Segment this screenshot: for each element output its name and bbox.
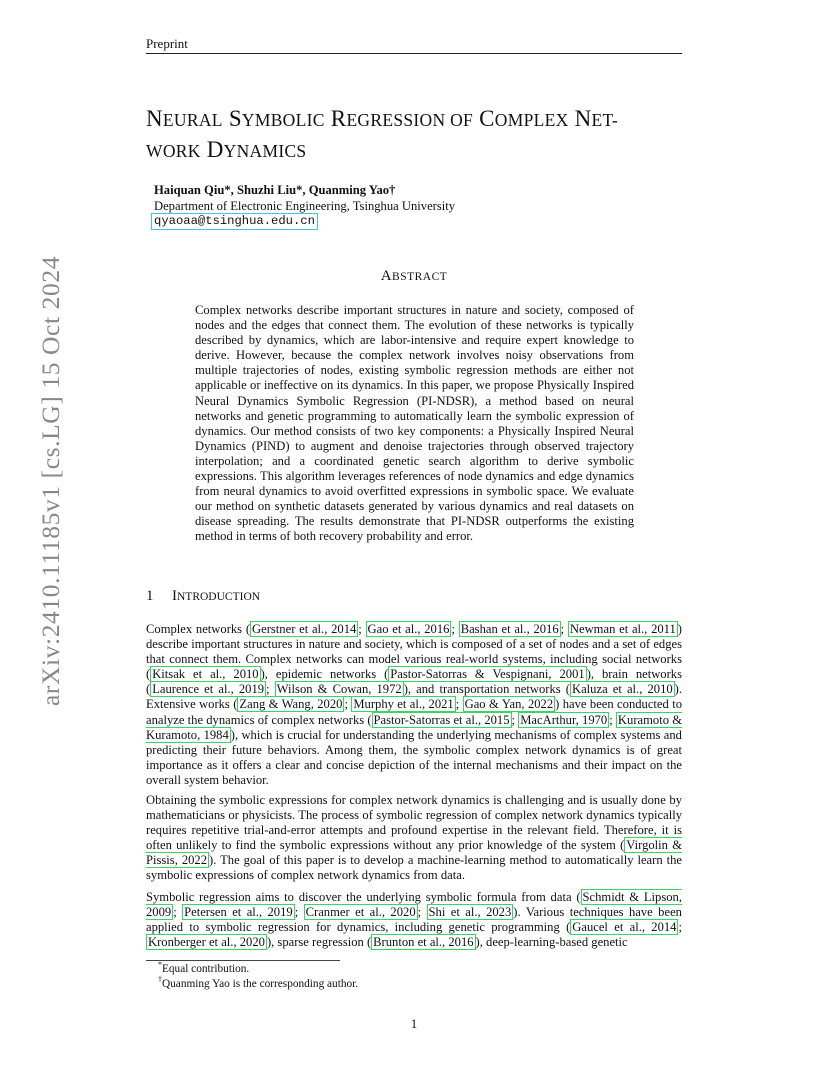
citation-link[interactable]: Brunton et al., 2016: [373, 935, 474, 950]
abstract-text: Complex networks describe important structures in nature and society, composed of nodes and the edges that connect them. The evolution of these networks is typically described by dynamics, which are labor-intensive and require expert knowledge to derive. However, because the complex network involves noisy observations from multiple trajectories of nodes, existing symbolic regression methods are either not applicable or ineffective on its dynamics. In this paper, we propose Physically Inspired Neural Dynamics Symbolic Regression (PI-NDSR), a method based on neural networks and genetic programming to automatically learn the symbolic expression of dynamics. Our method consists of two key components: a Physically Inspired Neural Dynamics (PIND) to augment and denoise trajectories through observed trajectory interpolation; and a coordinated genetic search algorithm to derive symbolic expressions. This algorithm leverages references of node dynamics and edge dynamics from neural dynamics to avoid overfitted expressions in symbolic space. We evaluate our method on synthetic datasets generated by various dynamics and real datasets on disease spreading. The results demonstrate that PI-NDSR outperforms the existing method in terms of both recovery probability and error.: [195, 303, 634, 544]
citation-link[interactable]: Virgolin & Pissis, 2022: [146, 838, 683, 868]
intro-paragraph-2: Obtaining the symbolic expressions for complex network dynamics is challenging and is usually done by mathematicians or physicists. The process of symbolic regression of complex network dynamics typically requires repetitive trial-and-error attempts and profound expertise in the relevant field. Therefore, it is often unlikely to find the symbolic expressions without any prior knowledge of the system ( Virgolin & Pissis, 2022 ). The goal of this paper is to develop a machine-learning method to automatically learn the symbolic expressions of complex network dynamics from data.: [146, 793, 683, 883]
running-head: Preprint: [146, 36, 188, 51]
citation-link[interactable]: Gao et al., 2016: [367, 622, 450, 636]
author-list: Haiquan Qiu*, Shuzhi Liu*, Quanming Yao†: [154, 183, 396, 197]
abstract-heading: ABSTRACT: [380, 268, 448, 284]
citation-link[interactable]: Pastor-Satorras & Vespignani, 2001: [390, 667, 585, 682]
paper-title: [146, 104, 706, 166]
citation-link[interactable]: Zang & Wang, 2020: [239, 697, 343, 712]
citation-link[interactable]: Shi et al., 2023: [428, 905, 512, 920]
citation-link[interactable]: Kuramoto & Kuramoto, 1984: [146, 712, 682, 742]
title-word: COMPLEX: [479, 106, 569, 131]
arxiv-stamp: [36, 255, 65, 706]
footnote-rule: [146, 960, 340, 961]
citation-link[interactable]: Murphy et al., 2021: [353, 697, 454, 712]
citation-link[interactable]: Kronberger et al., 2020: [148, 935, 265, 950]
citation-link[interactable]: Schmidt & Lipson, 2009: [146, 890, 682, 920]
title-line-2: [146, 135, 706, 166]
title-line-1: [146, 104, 706, 135]
header-rule: [146, 53, 682, 54]
footnote: *Equal contribution.: [158, 960, 250, 975]
page-number: 1: [410, 1016, 418, 1031]
citation-link[interactable]: Bashan et al., 2016: [460, 622, 559, 636]
citation-link[interactable]: Pastor-Satorras et al., 2015: [373, 712, 510, 727]
intro-paragraph-3: Symbolic regression aims to discover the underlying symbolic formula from data ( Schmidt & Lipson, 2009 ; Petersen et al., 2019 ; Cranmer et al., 2020 ; Shi et al., 2023 ). Various techniques have been applied to symbolic regression for dynamics, including genetic programming ( Gaucel et al., 2014 ; Kronberger et al., 2020 ), sparse regression ( Brunton et al., 2016 ), deep-learning-based genetic: [146, 890, 682, 950]
title-word: NET-: [574, 106, 619, 131]
citation-link[interactable]: Gerstner et al., 2014: [252, 622, 357, 636]
arxiv-stamp-text: arXiv:2410.11185v1 [cs.LG] 15 Oct 2024: [36, 255, 65, 706]
citation-link[interactable]: Newman et al., 2011: [569, 622, 676, 636]
citation-link[interactable]: Kitsak et al., 2010: [152, 667, 259, 682]
citation-link[interactable]: Wilson & Cowan, 1972: [276, 682, 402, 697]
section-number: 1: [146, 588, 154, 604]
section-heading-introduction: 1 INTRODUCTION: [146, 588, 261, 604]
citation-link[interactable]: Petersen et al., 2019: [184, 905, 293, 920]
title-word: SYMBOLIC: [228, 106, 325, 131]
footnotes: [158, 962, 358, 992]
citation-link[interactable]: Laurence et al., 2019: [152, 682, 265, 697]
affiliation: Department of Electronic Engineering, Tsinghua University: [154, 199, 456, 213]
title-word: DYNAMICS: [206, 137, 307, 162]
email-link[interactable]: qyaoaa@tsinghua.edu.cn: [151, 213, 318, 230]
footnote: †Quanming Yao is the corresponding author.: [158, 975, 359, 990]
title-word: WORK: [146, 141, 201, 161]
title-word: REGRESSION OF: [330, 106, 474, 131]
citation-link[interactable]: Cranmer et al., 2020: [305, 905, 416, 920]
title-word: NEURAL: [146, 106, 223, 131]
intro-paragraph-1: Complex networks ( Gerstner et al., 2014 ; Gao et al., 2016 ; Bashan et al., 2016 ; Newman et al., 2011 ) describe important structures in nature and society, which is composed of a set of nodes and a set of edges that connect them. Complex networks can model various real-world systems, including social networks ( Kitsak et al., 2010 ), epidemic networks ( Pastor-Satorras & Vespignani, 2001 ), brain networks ( Laurence et al., 2019 ; Wilson & Cowan, 1972 ), and transportation networks ( Kaluza et al., 2010 ). Extensive works ( Zang & Wang, 2020 ; Murphy et al., 2021 ; Gao & Yan, 2022 ) have been conducted to analyze the dynamics of complex networks ( Pastor-Satorras et al., 2015 ; MacArthur, 1970 ; Kuramoto & Kuramoto, 1984 ), which is crucial for understanding the underlying mechanisms of complex systems and predicting their future behaviors. Among them, the symbolic complex network dynamics is of great importance as it offers a clear and concise depiction of the internal mechanisms and their impact on the overall system behavior.: [146, 622, 683, 787]
citation-link[interactable]: Kaluza et al., 2010: [572, 682, 673, 697]
citation-link[interactable]: MacArthur, 1970: [520, 712, 608, 727]
citation-link[interactable]: Gao & Yan, 2022: [464, 697, 554, 712]
citation-link[interactable]: Gaucel et al., 2014: [572, 920, 677, 935]
